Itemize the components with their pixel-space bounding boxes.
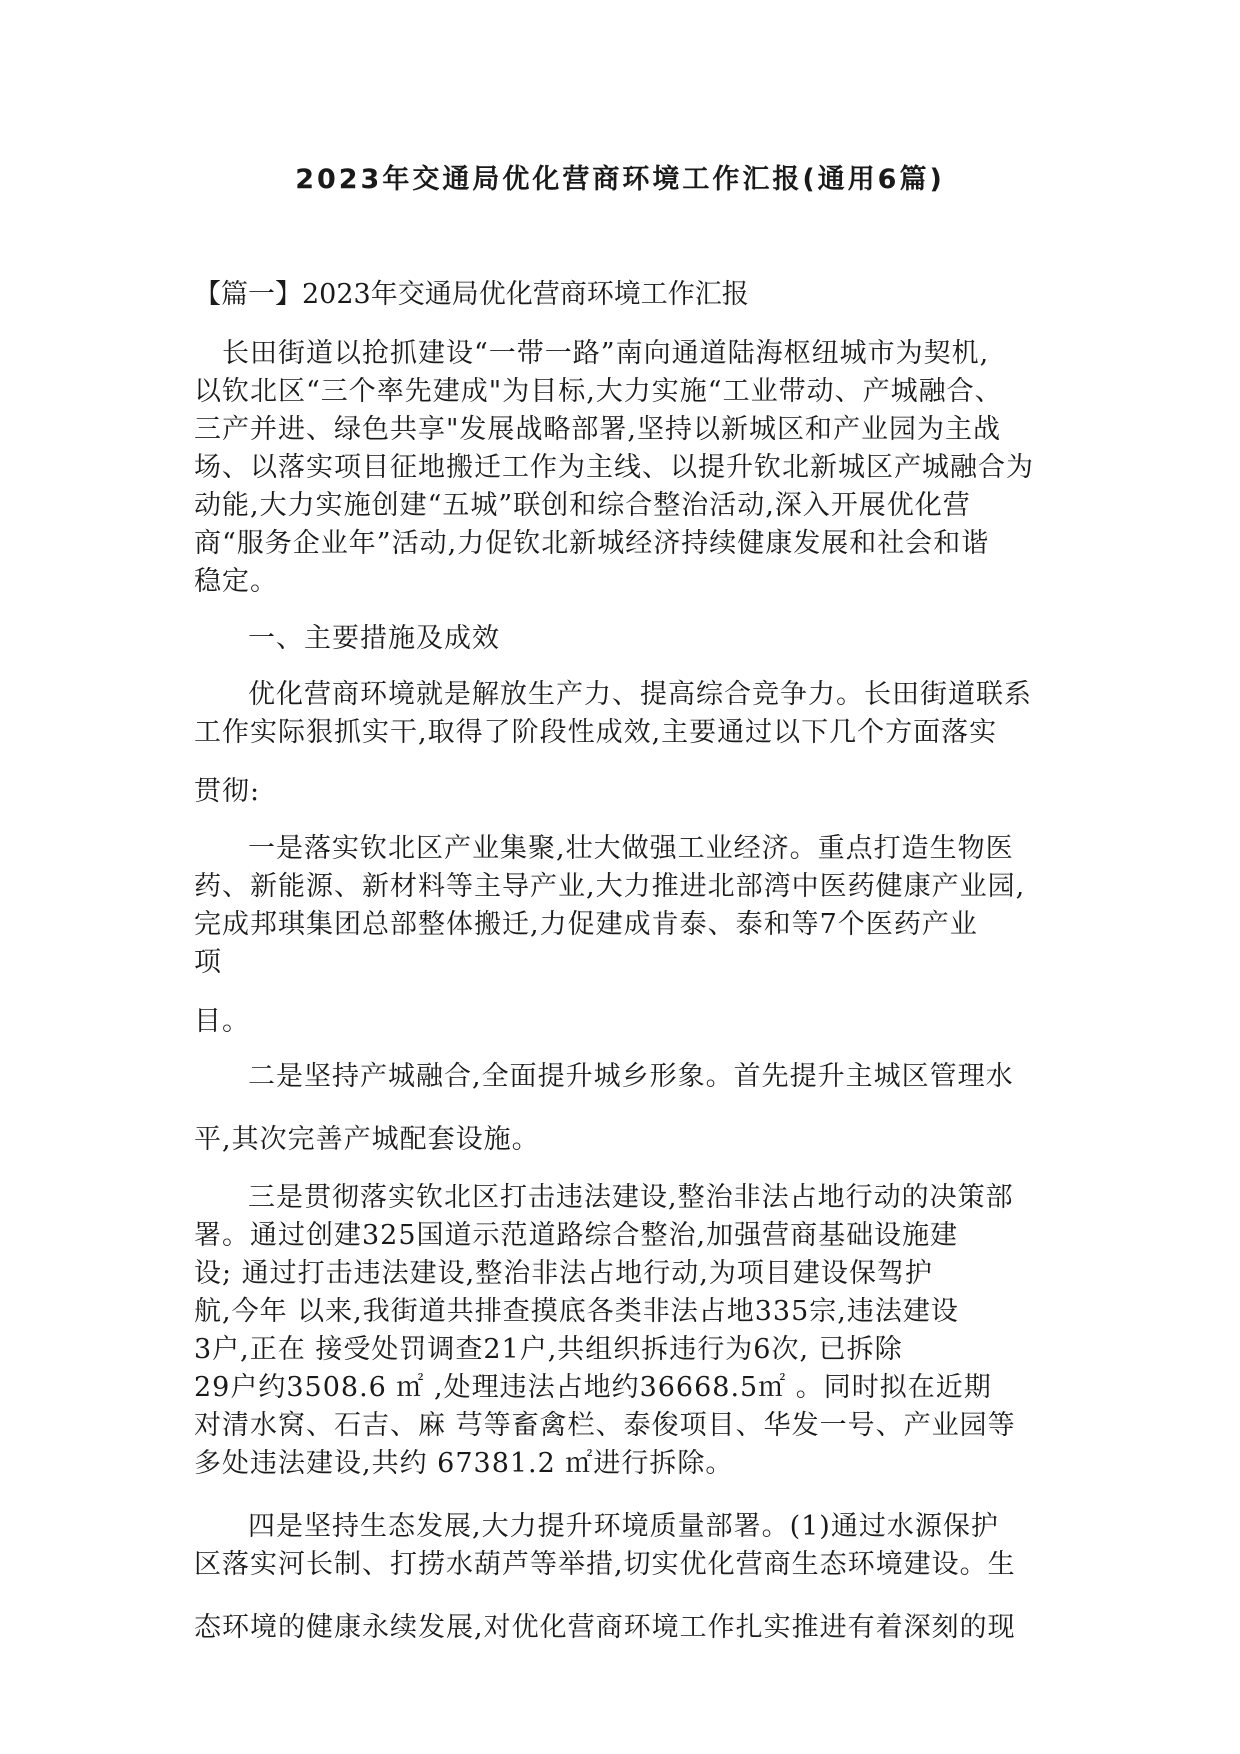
paragraph-line: 署。通过创建325国道示范道路综合整治,加强营商基础设施建 [194,1220,959,1251]
paragraph-line: 29户约3508.6 ㎡ ,处理违法占地约36668.5㎡ 。同时拟在近期 [194,1372,992,1403]
paragraph-line: 目。 [194,1006,250,1037]
paragraph-line: 场、以落实项目征地搬迁工作为主线、以提升钦北新城区产城融合为 [194,452,1034,483]
paragraph-line: 航,今年 以来,我街道共排查摸底各类非法占地335宗,违法建设 [194,1296,959,1327]
paragraph-line: 设; 通过打击违法建设,整治非法占地行动,为项目建设保驾护 [194,1258,933,1289]
paragraph-optimize [194,676,1062,752]
section-heading: 【篇一】2023年交通局优化营商环境工作汇报 [194,279,749,310]
paragraph-line: 多处违法建设,共约 67381.2 ㎡进行拆除。 [194,1448,734,1479]
paragraph-intro [194,335,1062,601]
document-title: 2023年交通局优化营商环境工作汇报(通用6篇) [295,164,945,195]
paragraph-point-four [194,1508,1062,1584]
paragraph-point-two [194,1058,1062,1096]
paragraph-implement [194,773,1062,811]
paragraph-line: 完成邦琪集团总部整体搬迁,力促建成肯泰、泰和等7个医药产业 [194,909,978,940]
paragraph-line: 对清水窝、石吉、麻 芎等畜禽栏、泰俊项目、华发一号、产业园等 [194,1410,1016,1441]
paragraph-line: 平,其次完善产城配套设施。 [194,1124,540,1155]
paragraph-line: 项 [194,947,222,978]
paragraph-point-two-end [194,1121,1062,1159]
paragraph-line: 态环境的健康永续发展,对优化营商环境工作扎实推进有着深刻的现 [194,1612,1016,1643]
paragraph-line: 三是贯彻落实钦北区打击违法建设,整治非法占地行动的决策部 [248,1182,1014,1213]
paragraph-line: 稳定。 [194,566,278,597]
paragraph-line: 优化营商环境就是解放生产力、提高综合竞争力。长田街道联系 [248,679,1032,710]
paragraph-line: 一、主要措施及成效 [248,623,500,654]
paragraph-point-four-cont [194,1609,1062,1647]
paragraph-line: 药、新能源、新材料等主导产业,大力推进北部湾中医药健康产业园, [194,871,1026,902]
paragraph-point-three [194,1179,1062,1483]
paragraph-line: 贯彻: [194,776,261,807]
paragraph-point-one [194,830,1062,982]
paragraph-line: 以钦北区“三个率先建成"为目标,大力实施“工业带动、产城融合、 [194,376,1003,407]
paragraph-line: 长田街道以抢抓建设“一带一路”南向通道陆海枢纽城市为契机, [222,338,990,369]
paragraph-line: 三产并进、绿色共享"发展战略部署,坚持以新城区和产业园为主战 [194,414,1002,445]
paragraph-line: 区落实河长制、打捞水葫芦等举措,切实优化营商生态环境建设。生 [194,1549,1016,1580]
paragraph-line: 3户,正在 接受处罚调查21户,共组织拆违行为6次, 已拆除 [194,1334,903,1365]
paragraph-line: 一是落实钦北区产业集聚,壮大做强工业经济。重点打造生物医 [248,833,1014,864]
subheading-measures [194,620,1062,658]
paragraph-point-one-end [194,1003,1062,1041]
paragraph-line: 四是坚持生态发展,大力提升环境质量部署。(1)通过水源保护 [248,1511,999,1542]
paragraph-line: 工作实际狠抓实干,取得了阶段性成效,主要通过以下几个方面落实 [194,717,998,748]
paragraph-line: 商“服务企业年”活动,力促钦北新城经济持续健康发展和社会和谐 [194,528,990,559]
paragraph-line: 动能,大力实施创建“五城”联创和综合整治活动,深入开展优化营 [194,490,971,521]
paragraph-line: 二是坚持产城融合,全面提升城乡形象。首先提升主城区管理水 [248,1061,1014,1092]
